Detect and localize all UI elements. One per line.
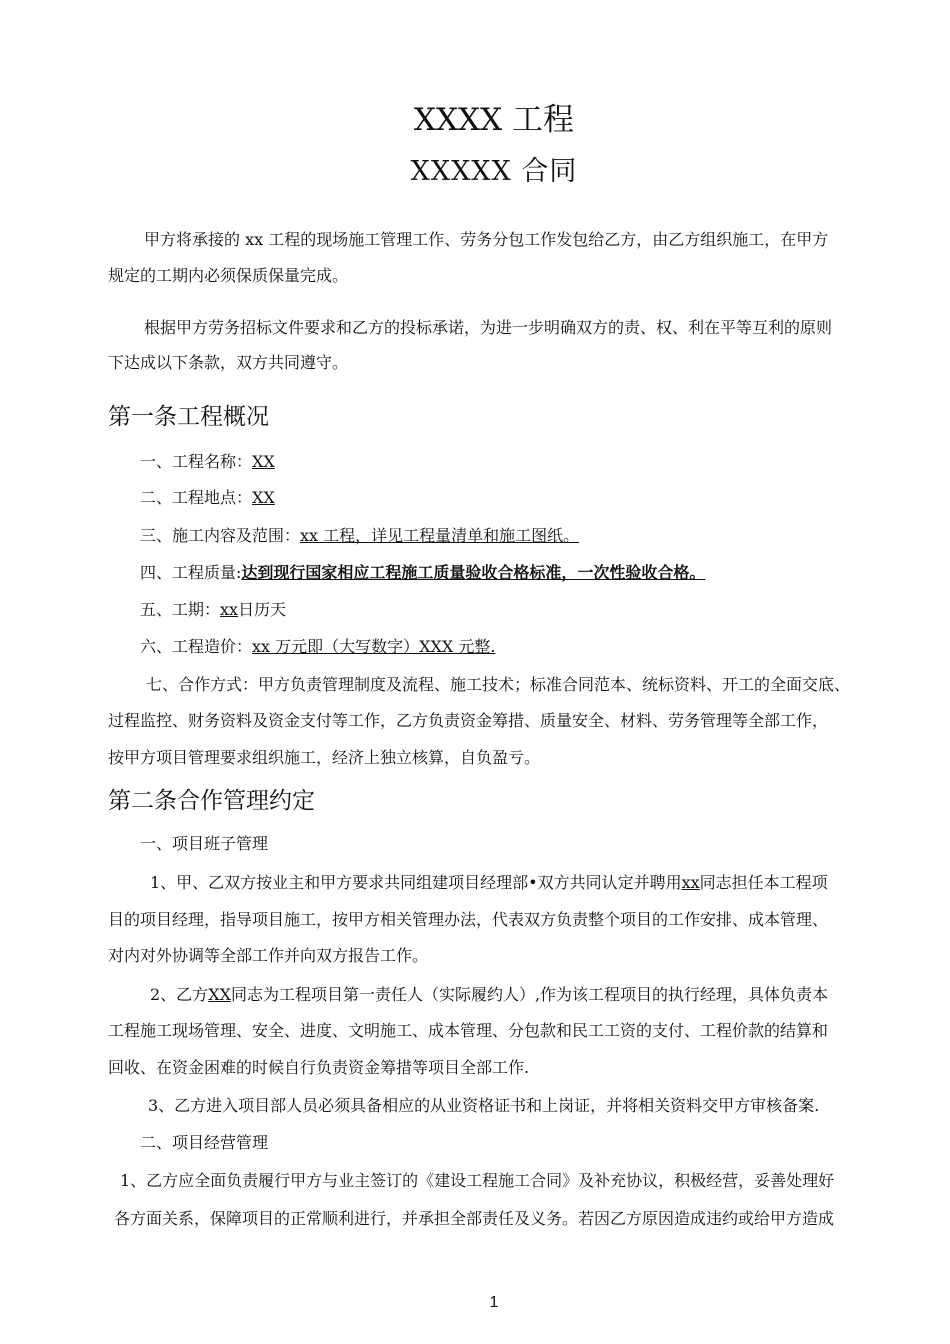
article-2-section-1-para-1-line-3: 对内对外协调等全部工作并向双方报告工作。 <box>108 946 429 965</box>
article-2-section-2-para-1-line-1: 1、乙方应全面负责履行甲方与业主签订的《建设工程施工合同》及补充协议，积极经营，妥善处理好 <box>120 1171 835 1190</box>
article-1-item-2 <box>140 488 275 508</box>
article-2-heading: 第二条合作管理约定 <box>108 788 315 814</box>
item-label: 三、施工内容及范围： <box>140 526 301 545</box>
intro-paragraph-2-line-1: 根据甲方劳务招标文件要求和乙方的投标承诺，为进一步明确双方的责、权、利在平等互利的原则 <box>144 318 833 337</box>
item-label: 四、工程质量: <box>140 563 242 582</box>
item-value: xx 万元即（大写数字）XXX 元整. <box>252 637 496 656</box>
document-subtitle: XXXXX 合同 <box>410 156 578 187</box>
para-text: 同志担任本工程项 <box>699 873 828 892</box>
article-2-section-1-para-3: 3、乙方进入项目部人员必须具备相应的从业资格证书和上岗证，并将相关资料交甲方审核备案. <box>148 1096 820 1115</box>
article-1-item-7-line-2: 过程监控、财务资料及资金支付等工作，乙方负责资金筹措、质量安全、材料、劳务管理等全部工作， <box>108 711 829 730</box>
article-2-section-2-heading: 二、项目经营管理 <box>140 1133 269 1152</box>
item-label: 二、工程地点： <box>140 488 253 507</box>
item-label: 五、工期： <box>140 600 221 619</box>
article-1-item-7-line-1: 七、合作方式：甲方负责管理制度及流程、施工技术；标准合同范本、统标资料、开工的全面交底、 <box>146 675 851 694</box>
item-label: 一、工程名称： <box>140 452 253 471</box>
para-text: 1、甲、乙双方按业主和甲方要求共同组建项目经理部•双方共同认定并聘用 <box>150 873 682 892</box>
article-1-item-1 <box>140 452 275 472</box>
article-2-section-2-para-1-line-2: 各方面关系，保障项目的正常顺利进行，并承担全部责任及义务。若因乙方原因造成违约或给甲方造成 <box>114 1209 835 1228</box>
item-value: xx <box>220 600 239 619</box>
para-text: 2、乙方 <box>150 985 209 1004</box>
item-value: 达到现行国家相应工程施工质量验收合格标准，一次性验收合格。 <box>241 563 706 582</box>
article-1-item-5 <box>140 600 286 620</box>
article-2-section-1-heading: 一、项目班子管理 <box>140 834 269 853</box>
article-2-section-1-para-2-line-2: 工程施工现场管理、安全、进度、文明施工、成本管理、分包款和民工工资的支付、工程价款的结算和 <box>108 1021 829 1040</box>
item-value: XX <box>252 488 275 507</box>
article-2-section-1-para-2-line-1 <box>150 985 828 1005</box>
article-2-section-1-para-1-line-2: 目的项目经理，指导项目施工，按甲方相关管理办法，代表双方负责整个项目的工作安排、成本管理、 <box>108 910 829 929</box>
item-value: xx 工程，详见工程量清单和施工图纸。 <box>300 526 580 545</box>
document-title: XXXX 工程 <box>413 102 575 138</box>
article-1-item-4 <box>140 563 705 583</box>
intro-paragraph-2-line-2: 下达成以下条款，双方共同遵守。 <box>108 353 349 372</box>
article-1-item-7-line-3: 按甲方项目管理要求组织施工，经济上独立核算，自负盈亏。 <box>108 748 541 767</box>
intro-paragraph-1-line-2: 规定的工期内必须保质保量完成。 <box>108 266 349 285</box>
executive-name: XX <box>208 985 231 1004</box>
article-1-item-3 <box>140 526 579 546</box>
para-text: 同志为工程项目第一责任人（实际履约人）,作为该工程项目的执行经理，具体负责本 <box>230 985 829 1004</box>
page-number: 1 <box>489 1294 499 1311</box>
item-value: XX <box>252 452 275 471</box>
item-label: 六、工程造价： <box>140 637 253 656</box>
manager-name: xx <box>681 873 700 892</box>
article-2-section-1-para-1-line-1 <box>150 873 828 893</box>
intro-paragraph-1-line-1: 甲方将承接的 xx 工程的现场施工管理工作、劳务分包工作发包给乙方，由乙方组织施工，在甲方 <box>144 230 829 249</box>
article-1-heading: 第一条工程概况 <box>108 404 269 430</box>
item-tail: 日历天 <box>238 600 287 619</box>
article-2-section-1-para-2-line-3: 回收、在资金困难的时候自行负责资金筹措等项目全部工作. <box>108 1058 530 1077</box>
article-1-item-6 <box>140 637 496 657</box>
